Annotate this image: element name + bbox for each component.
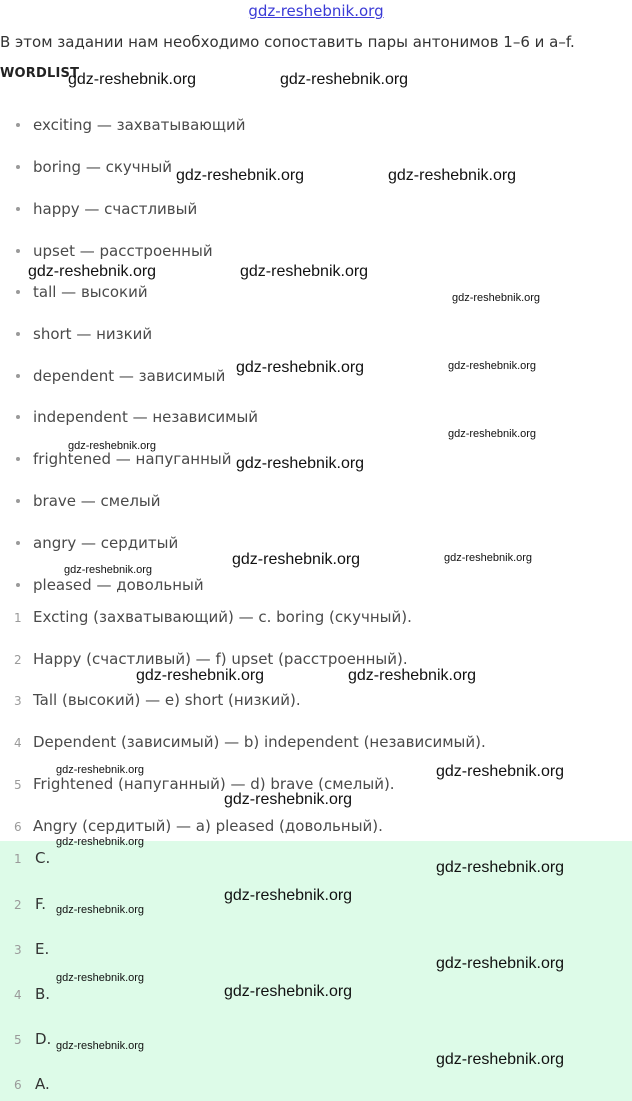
list-item: tall — высокий: [16, 283, 148, 301]
bullet-icon: [16, 499, 20, 503]
watermark-text: gdz-reshebnik.org: [240, 263, 369, 280]
watermark-text: gdz-reshebnik.org: [452, 292, 541, 304]
bullet-icon: [16, 457, 20, 461]
list-item: 6 Angry (сердитый) — a) pleased (довольный).: [14, 817, 383, 835]
list-item: 3 E.: [14, 940, 50, 958]
watermark-text: gdz-reshebnik.org: [224, 887, 353, 904]
bullet-icon: [16, 249, 20, 253]
bullet-icon: [16, 207, 20, 211]
list-item: exciting — захватывающий: [16, 116, 246, 134]
watermark-text: gdz-reshebnik.org: [56, 1040, 145, 1052]
list-item: frightened — напуганный: [16, 450, 232, 468]
watermark-text: gdz-reshebnik.org: [236, 455, 365, 472]
watermark-text: gdz-reshebnik.org: [280, 71, 409, 88]
site-link[interactable]: gdz-reshebnik.org: [248, 2, 384, 20]
watermark-text: gdz-reshebnik.org: [56, 836, 145, 848]
watermark-text: gdz-reshebnik.org: [436, 1051, 565, 1068]
list-item: 1 Excting (захватывающий) — c. boring (скучный).: [14, 608, 412, 626]
list-item: 5 Frightened (напуганный) — d) brave (смелый).: [14, 775, 395, 793]
watermark-text: gdz-reshebnik.org: [56, 972, 145, 984]
list-item: short — низкий: [16, 325, 152, 343]
list-item: brave — смелый: [16, 492, 161, 510]
watermark-text: gdz-reshebnik.org: [448, 360, 537, 372]
list-item: 3 Tall (высокий) — e) short (низкий).: [14, 691, 301, 709]
watermark-text: gdz-reshebnik.org: [28, 263, 157, 280]
bullet-icon: [16, 583, 20, 587]
watermark-text: gdz-reshebnik.org: [436, 955, 565, 972]
bullet-icon: [16, 123, 20, 127]
watermark-text: gdz-reshebnik.org: [56, 904, 145, 916]
list-item: happy — счастливый: [16, 200, 197, 218]
watermark-text: gdz-reshebnik.org: [236, 359, 365, 376]
watermark-text: gdz-reshebnik.org: [448, 428, 537, 440]
bullet-icon: [16, 332, 20, 336]
wordlist-title: WORDLIST: [0, 66, 80, 81]
watermark-text: gdz-reshebnik.org: [444, 552, 533, 564]
watermark-text: gdz-reshebnik.org: [224, 983, 353, 1000]
list-item: 5 D.: [14, 1030, 52, 1048]
list-item: 6 A.: [14, 1075, 50, 1093]
watermark-text: gdz-reshebnik.org: [176, 167, 305, 184]
list-item: pleased — довольный: [16, 576, 204, 594]
watermark-text: gdz-reshebnik.org: [136, 667, 265, 684]
watermark-text: gdz-reshebnik.org: [68, 71, 197, 88]
watermark-text: gdz-reshebnik.org: [436, 763, 565, 780]
watermark-text: gdz-reshebnik.org: [388, 167, 517, 184]
list-item: boring — скучный: [16, 158, 172, 176]
bullet-icon: [16, 165, 20, 169]
list-item: 4 Dependent (зависимый) — b) independent (независимый).: [14, 733, 486, 751]
list-item: 4 B.: [14, 985, 51, 1003]
list-item: upset — расстроенный: [16, 242, 213, 260]
list-item: 2 Happy (счастливый) — f) upset (расстроенный).: [14, 650, 408, 668]
watermark-text: gdz-reshebnik.org: [68, 440, 157, 452]
bullet-icon: [16, 290, 20, 294]
watermark-text: gdz-reshebnik.org: [224, 791, 353, 808]
list-item: 2 F.: [14, 895, 46, 913]
watermark-text: gdz-reshebnik.org: [436, 859, 565, 876]
bullet-icon: [16, 374, 20, 378]
list-item: angry — сердитый: [16, 534, 178, 552]
intro-text: В этом задании нам необходимо сопоставить пары антонимов 1–6 и a–f.: [0, 33, 575, 51]
bullet-icon: [16, 541, 20, 545]
watermark-text: gdz-reshebnik.org: [232, 551, 361, 568]
watermark-text: gdz-reshebnik.org: [348, 667, 477, 684]
list-item: independent — независимый: [16, 408, 258, 426]
list-item: 1 C.: [14, 849, 51, 867]
list-item: dependent — зависимый: [16, 367, 225, 385]
bullet-icon: [16, 415, 20, 419]
watermark-text: gdz-reshebnik.org: [64, 564, 153, 576]
watermark-text: gdz-reshebnik.org: [56, 764, 145, 776]
